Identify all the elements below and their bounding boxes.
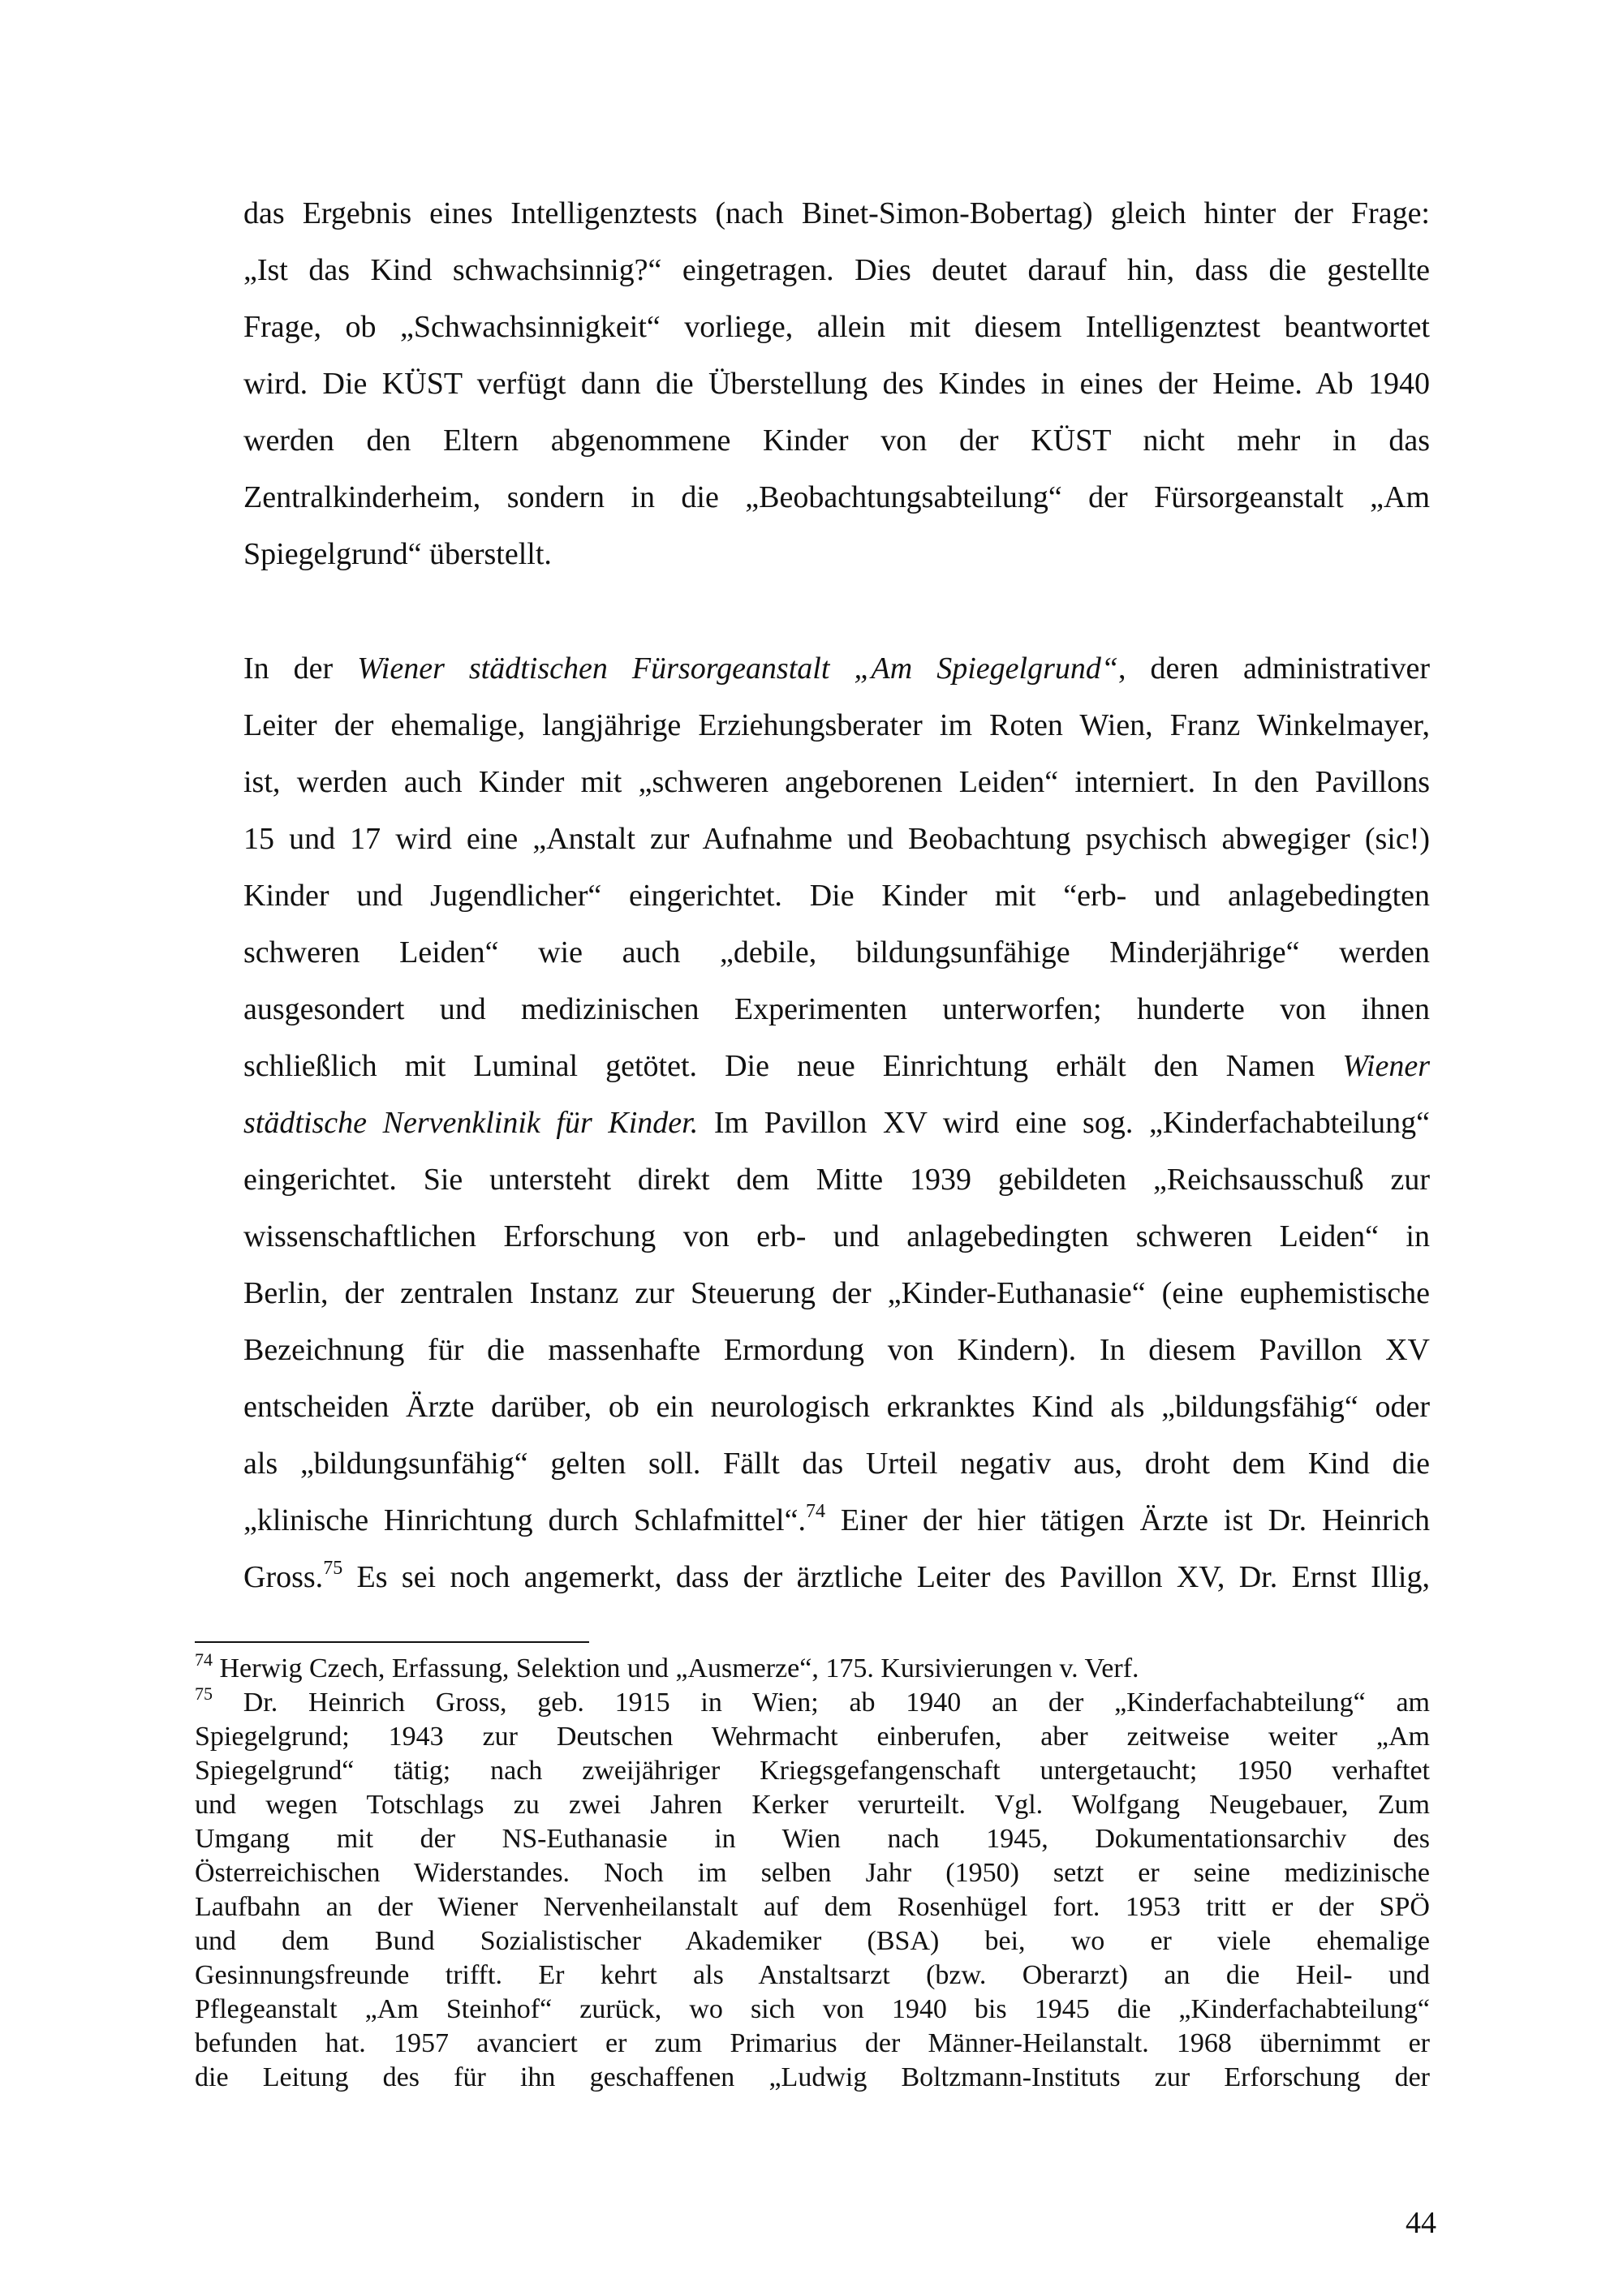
paragraph-line: eingerichtet. Sie untersteht direkt dem Mitte 1939 gebildeten „Reichsausschuß zur <box>243 1163 1430 1197</box>
footnote-line <box>195 1649 1430 1686</box>
paragraph-line: wissenschaftlichen Erforschung von erb- und anlagebedingten schweren Leiden“ in <box>243 1219 1430 1253</box>
footnote-line: befunden hat. 1957 avanciert er zum Primarius der Männer-Heilanstalt. 1968 übernimmt er <box>195 2028 1430 2058</box>
italic-institution-name: Wiener städtischen Fürsorgeanstalt „Am Spiegelgrund“ <box>357 651 1119 686</box>
paragraph-2 <box>243 640 1430 1606</box>
footnote-line: und wegen Totschlags zu zwei Jahren Kerker verurteilt. Vgl. Wolfgang Neugebauer, Zum <box>195 1790 1430 1820</box>
footnote-text: Dr. Heinrich Gross, geb. 1915 in Wien; ab 1940 an der „Kinderfachabteilung“ am <box>213 1688 1430 1718</box>
italic-clinic-name: städtische Nervenklinik für Kinder. <box>243 1106 699 1140</box>
footnote-line: Österreichischen Widerstandes. Noch im selben Jahr (1950) setzt er seine medizinische <box>195 1858 1430 1888</box>
paragraph-line <box>243 640 1430 697</box>
text-run: Im Pavillon XV wird eine sog. „Kinderfachabteilung“ <box>698 1106 1430 1140</box>
paragraph-line: „Ist das Kind schwachsinnig?“ eingetragen. Dies deutet darauf hin, dass die gestellte <box>243 253 1430 287</box>
paragraph-line: schweren Leiden“ wie auch „debile, bildungsunfähige Minderjährige“ werden <box>243 935 1430 970</box>
paragraph-line: als „bildungsunfähig“ gelten soll. Fällt das Urteil negativ aus, droht dem Kind die <box>243 1447 1430 1481</box>
footnote-line: Umgang mit der NS-Euthanasie in Wien nach 1945, Dokumentationsarchiv des <box>195 1824 1430 1854</box>
text-run: Gross. <box>243 1560 324 1594</box>
paragraph-line: Leiter der ehemalige, langjährige Erziehungsberater im Roten Wien, Franz Winkelmayer, <box>243 708 1430 742</box>
footnote-text: Herwig Czech, Erfassung, Selektion und „Ausmerze“, 175. Kursivierungen v. Verf. <box>213 1653 1139 1683</box>
footnote-line: Spiegelgrund“ tätig; nach zweijähriger Kriegsgefangenschaft untergetaucht; 1950 verhaftet <box>195 1756 1430 1786</box>
footnote-ref-75[interactable]: 75 <box>323 1558 343 1579</box>
footnote-line: Pflegeanstalt „Am Steinhof“ zurück, wo sich von 1940 bis 1945 die „Kinderfachabteilung“ <box>195 1994 1430 2024</box>
footnote-number: 75 <box>195 1683 213 1704</box>
footnote-75 <box>195 1683 1430 2095</box>
footnote-number: 74 <box>195 1649 213 1670</box>
italic-clinic-name: Wiener <box>1342 1049 1430 1083</box>
text-run: Einer der hier tätigen Ärzte ist Dr. Heinrich <box>824 1503 1430 1537</box>
text-run: Es sei noch angemerkt, dass der ärztliche Leiter des Pavillon XV, Dr. Ernst Illig, <box>342 1560 1430 1594</box>
paragraph-line: entscheiden Ärzte darüber, ob ein neurologisch erkranktes Kind als „bildungsfähig“ oder <box>243 1390 1430 1424</box>
paragraph-line: ausgesondert und medizinischen Experimenten unterworfen; hunderte von ihnen <box>243 992 1430 1026</box>
paragraph-line: Berlin, der zentralen Instanz zur Steuerung der „Kinder-Euthanasie“ (eine euphemistische <box>243 1276 1430 1310</box>
paragraph-line: Frage, ob „Schwachsinnigkeit“ vorliege, allein mit diesem Intelligenztest beantwortet <box>243 310 1430 344</box>
paragraph-line: ist, werden auch Kinder mit „schweren angeborenen Leiden“ interniert. In den Pavillons <box>243 765 1430 799</box>
paragraph-line: werden den Eltern abgenommene Kinder von der KÜST nicht mehr in das <box>243 424 1430 458</box>
footnotes <box>195 1649 1430 2095</box>
footnote-line: Spiegelgrund; 1943 zur Deutschen Wehrmacht einberufen, aber zeitweise weiter „Am <box>195 1722 1430 1752</box>
text-run: „klinische Hinrichtung durch Schlafmittel“. <box>243 1503 806 1537</box>
page-number: 44 <box>1406 2206 1436 2240</box>
paragraph-1 <box>243 185 1430 583</box>
paragraph-line: Bezeichnung für die massenhafte Ermordung von Kindern). In diesem Pavillon XV <box>243 1333 1430 1367</box>
footnote-line <box>195 1683 1430 1720</box>
paragraph-line <box>243 1492 1430 1549</box>
paragraph-line <box>243 1038 1430 1094</box>
text-run: schließlich mit Luminal getötet. Die neue Einrichtung erhält den Namen <box>243 1049 1343 1083</box>
paragraph-line: Spiegelgrund“ überstellt. <box>243 537 552 571</box>
paragraph-line: 15 und 17 wird eine „Anstalt zur Aufnahme und Beobachtung psychisch abwegiger (sic!) <box>243 822 1430 856</box>
footnote-line: Laufbahn an der Wiener Nervenheilanstalt auf dem Rosenhügel fort. 1953 tritt er der SPÖ <box>195 1892 1430 1922</box>
paragraph-line <box>243 1549 1430 1606</box>
paragraph-line: wird. Die KÜST verfügt dann die Überstellung des Kindes in eines der Heime. Ab 1940 <box>243 367 1430 401</box>
footnote-line: und dem Bund Sozialistischer Akademiker (BSA) bei, wo er viele ehemalige <box>195 1926 1430 1956</box>
paragraph-line: Kinder und Jugendlicher“ eingerichtet. Die Kinder mit “erb- und anlagebedingten <box>243 879 1430 913</box>
paragraph-line: das Ergebnis eines Intelligenztests (nach Binet-Simon-Bobertag) gleich hinter der Frage: <box>243 196 1430 230</box>
footnote-line: die Leitung des für ihn geschaffenen „Ludwig Boltzmann-Instituts zur Erforschung der <box>195 2062 1430 2092</box>
footnote-ref-74[interactable]: 74 <box>805 1501 825 1522</box>
paragraph-line: Zentralkinderheim, sondern in die „Beobachtungsabteilung“ der Fürsorgeanstalt „Am <box>243 480 1430 514</box>
paragraph-line <box>243 1094 1430 1151</box>
footnote-separator <box>195 1641 589 1643</box>
footnote-line: Gesinnungsfreunde trifft. Er kehrt als Anstaltsarzt (bzw. Oberarzt) an die Heil- und <box>195 1960 1430 1990</box>
footnote-74 <box>195 1649 1430 1686</box>
text-run: , deren administrativer <box>1118 651 1430 686</box>
text-run: In der <box>243 651 358 686</box>
